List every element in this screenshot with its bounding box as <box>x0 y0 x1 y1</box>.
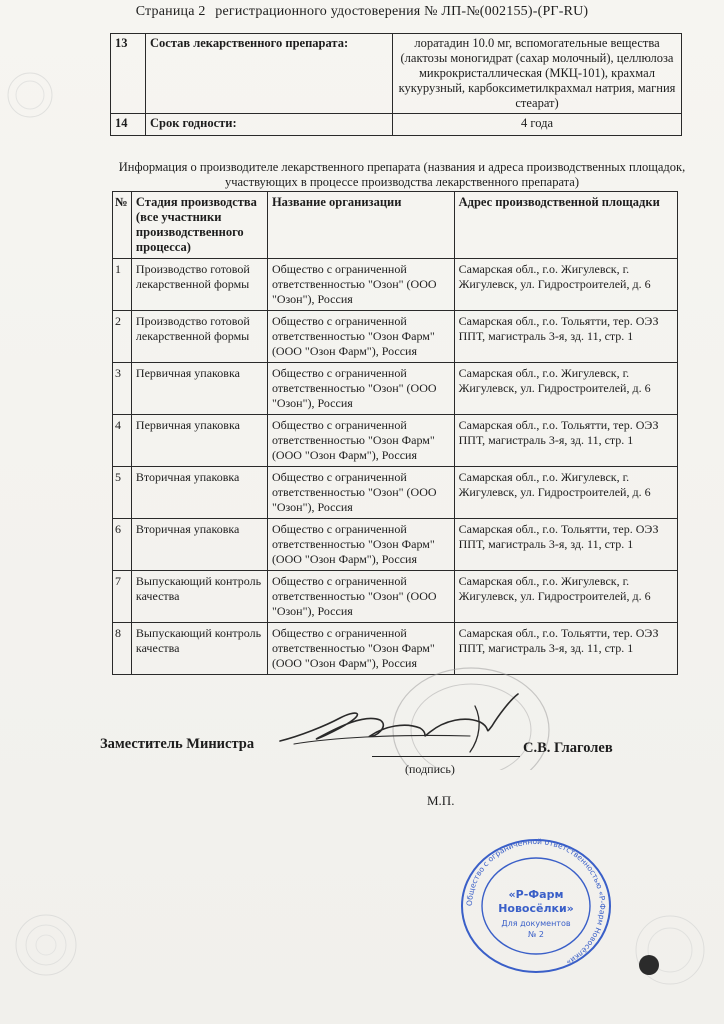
signature-caption: (подпись) <box>405 762 455 776</box>
cell-num: 8 <box>113 623 132 675</box>
title-line: Информация о производителе лекарственного препарата (названия и адреса производственных площадок, <box>118 160 686 174</box>
cell-address: Самарская обл., г.о. Тольятти, тер. ОЭЗ ППТ, магистраль 3-я, зд. 11, стр. 1 <box>454 311 677 363</box>
company-stamp-icon <box>456 836 616 976</box>
table-row <box>113 571 678 623</box>
table-row <box>111 34 682 114</box>
cell-address: Самарская обл., г.о. Тольятти, тер. ОЭЗ ППТ, магистраль 3-я, зд. 11, стр. 1 <box>454 415 677 467</box>
svg-text:№ 2: № 2 <box>528 930 544 939</box>
table-header-row <box>113 192 678 259</box>
table-row <box>113 363 678 415</box>
cell-org: Общество с ограниченной ответственностью "Озон Фарм" (ООО "Озон Фарм"), Россия <box>267 311 454 363</box>
handwritten-signature-icon <box>270 686 530 766</box>
svg-text:Для документов: Для документов <box>501 919 571 928</box>
security-rosette-icon <box>6 900 96 990</box>
table-row <box>113 415 678 467</box>
cell-address: Самарская обл., г.о. Жигулевск, г. Жигулевск, ул. Гидростроителей, д. 6 <box>454 259 677 311</box>
seal-place-label: М.П. <box>427 793 455 808</box>
manufacturer-info-title <box>112 160 692 190</box>
punch-hole-icon <box>639 955 659 975</box>
cell-stage: Вторичная упаковка <box>131 519 267 571</box>
header-num: № <box>113 192 132 259</box>
signer-position: Заместитель Министра <box>100 736 255 752</box>
cell-num: 6 <box>113 519 132 571</box>
svg-text:Новосёлки»: Новосёлки» <box>498 902 574 915</box>
row-value: 4 года <box>393 114 682 136</box>
signature-line <box>372 756 520 757</box>
cell-address: Самарская обл., г.о. Тольятти, тер. ОЭЗ ППТ, магистраль 3-я, зд. 11, стр. 1 <box>454 519 677 571</box>
cell-num: 2 <box>113 311 132 363</box>
cell-stage: Вторичная упаковка <box>131 467 267 519</box>
cell-org: Общество с ограниченной ответственностью "Озон Фарм" (ООО "Озон Фарм"), Россия <box>267 519 454 571</box>
table-row <box>113 519 678 571</box>
security-rosette-icon <box>622 900 718 1000</box>
title-line: участвующих в процессе производства лекарственного препарата) <box>224 175 580 189</box>
cell-stage: Производство готовой лекарственной формы <box>131 259 267 311</box>
cell-stage: Выпускающий контроль качества <box>131 571 267 623</box>
composition-table <box>110 33 682 136</box>
cell-address: Самарская обл., г.о. Жигулевск, г. Жигулевск, ул. Гидростроителей, д. 6 <box>454 571 677 623</box>
cell-address: Самарская обл., г.о. Жигулевск, г. Жигулевск, ул. Гидростроителей, д. 6 <box>454 363 677 415</box>
cell-org: Общество с ограниченной ответственностью "Озон" (ООО "Озон"), Россия <box>267 467 454 519</box>
cell-org: Общество с ограниченной ответственностью "Озон Фарм" (ООО "Озон Фарм"), Россия <box>267 415 454 467</box>
cell-num: 3 <box>113 363 132 415</box>
cell-org: Общество с ограниченной ответственностью "Озон" (ООО "Озон"), Россия <box>267 259 454 311</box>
row-label: Срок годности: <box>146 114 393 136</box>
table-row <box>113 259 678 311</box>
certificate-number: регистрационного удостоверения № ЛП-№(002155)-(РГ-RU) <box>215 4 589 19</box>
cell-num: 1 <box>113 259 132 311</box>
cell-org: Общество с ограниченной ответственностью "Озон Фарм" (ООО "Озон Фарм"), Россия <box>267 623 454 675</box>
security-rosette-icon <box>0 60 80 130</box>
svg-text:«Р-Фарм: «Р-Фарм <box>508 888 564 901</box>
manufacturer-table <box>112 191 678 675</box>
row-number: 14 <box>111 114 146 136</box>
cell-address: Самарская обл., г.о. Жигулевск, г. Жигулевск, ул. Гидростроителей, д. 6 <box>454 467 677 519</box>
cell-org: Общество с ограниченной ответственностью "Озон" (ООО "Озон"), Россия <box>267 571 454 623</box>
cell-num: 5 <box>113 467 132 519</box>
cell-stage: Выпускающий контроль качества <box>131 623 267 675</box>
header-stage: Стадия производства (все участники производственного процесса) <box>131 192 267 259</box>
header-org: Название организации <box>267 192 454 259</box>
table-row <box>113 467 678 519</box>
signer-name: С.В. Глаголев <box>523 740 613 756</box>
header-address: Адрес производственной площадки <box>454 192 677 259</box>
row-label: Состав лекарственного препарата: <box>146 34 393 114</box>
row-value: лоратадин 10.0 мг, вспомогательные вещества (лактозы моногидрат (сахар молочный), целлюлоза микрокристаллическая (МКЦ-101), крахмал кукурузный, карбоксиметилкрахмал натрия, магния стеарат) <box>393 34 682 114</box>
page-number: Страница 2 <box>135 4 206 19</box>
cell-stage: Первичная упаковка <box>131 415 267 467</box>
cell-num: 4 <box>113 415 132 467</box>
cell-num: 7 <box>113 571 132 623</box>
table-row <box>113 311 678 363</box>
cell-org: Общество с ограниченной ответственностью "Озон" (ООО "Озон"), Россия <box>267 363 454 415</box>
page-header <box>0 4 724 20</box>
cell-address: Самарская обл., г.о. Тольятти, тер. ОЭЗ ППТ, магистраль 3-я, зд. 11, стр. 1 <box>454 623 677 675</box>
row-number: 13 <box>111 34 146 114</box>
svg-text:Общество с ограниченной ответс: Общество с ограниченной ответственностью «Р-Фарм Новосёлки» <box>464 836 608 968</box>
table-row <box>111 114 682 136</box>
cell-stage: Производство готовой лекарственной формы <box>131 311 267 363</box>
cell-stage: Первичная упаковка <box>131 363 267 415</box>
